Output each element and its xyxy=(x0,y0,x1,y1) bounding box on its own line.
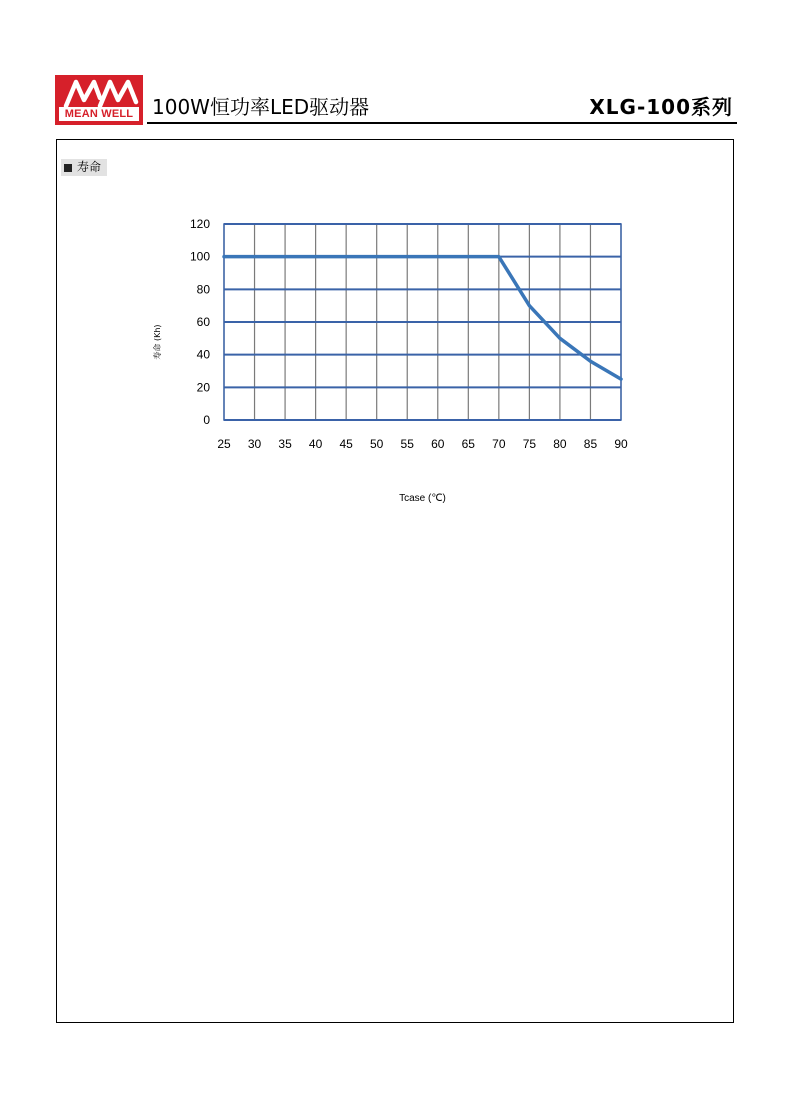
x-tick-label: 80 xyxy=(553,437,567,451)
series-line xyxy=(224,257,621,380)
y-tick-label: 100 xyxy=(189,249,210,264)
y-tick-label: 80 xyxy=(196,282,210,297)
data-point xyxy=(406,255,408,257)
y-tick-label: 0 xyxy=(203,413,210,427)
y-tick-label: 60 xyxy=(196,315,210,329)
y-tick-label: 20 xyxy=(196,380,210,395)
y-tick-label: 120 xyxy=(189,217,210,231)
data-point xyxy=(223,255,225,257)
x-tick-label: 40 xyxy=(308,437,323,451)
data-point xyxy=(528,304,530,306)
x-tick-label: 85 xyxy=(583,437,598,451)
data-point xyxy=(253,255,255,257)
data-point xyxy=(589,360,591,362)
x-tick-label: 90 xyxy=(614,437,628,451)
section-label: 寿命 xyxy=(77,160,102,174)
x-tick-label: 75 xyxy=(522,437,537,451)
data-point xyxy=(284,255,286,257)
data-point xyxy=(437,255,439,257)
x-axis-label: Tcase (℃) xyxy=(399,493,446,504)
x-tick-label: 60 xyxy=(431,437,445,451)
data-point xyxy=(314,255,316,257)
data-point xyxy=(498,255,500,257)
data-point xyxy=(345,255,347,257)
x-tick-label: 30 xyxy=(247,437,262,451)
x-tick-label: 65 xyxy=(461,437,475,451)
y-tick-label: 40 xyxy=(196,347,210,362)
x-tick-label: 35 xyxy=(278,437,292,451)
x-tick-label: 25 xyxy=(217,437,231,451)
x-tick-label: 55 xyxy=(400,437,414,451)
document-title: 100W恒功率LED驱动器 xyxy=(152,95,370,119)
data-point xyxy=(467,255,469,257)
x-tick-label: 45 xyxy=(339,437,353,451)
y-axis-label: 寿命 (Kh) xyxy=(153,324,162,360)
brand-text: MEAN WELL xyxy=(59,107,139,121)
x-tick-label: 50 xyxy=(370,437,384,451)
x-tick-label: 70 xyxy=(492,437,506,451)
data-point xyxy=(559,337,561,339)
series-title: XLG-100系列 xyxy=(589,95,733,119)
data-point xyxy=(620,378,622,380)
data-point xyxy=(375,255,377,257)
